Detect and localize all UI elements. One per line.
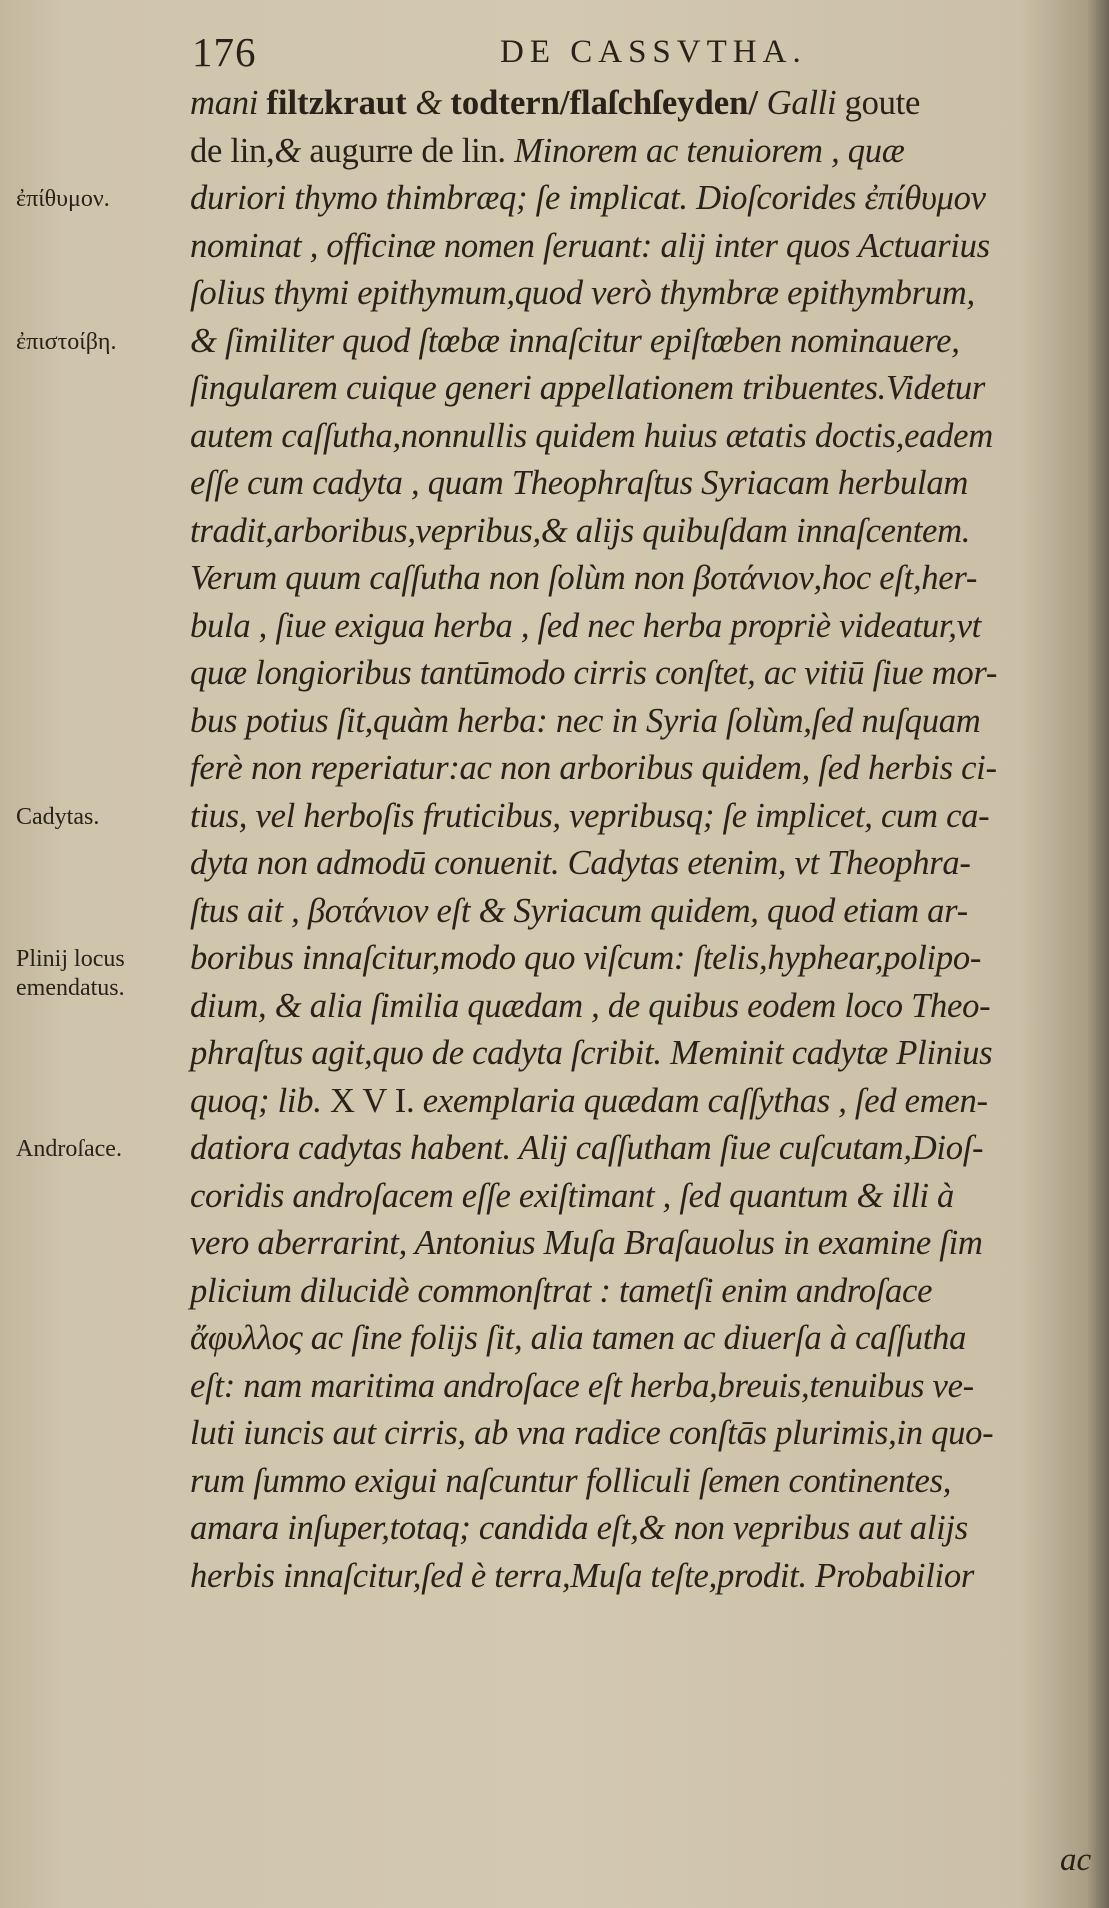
catchword: ac (1060, 1842, 1092, 1878)
text-run: ἄφυλλος ac ſine folijs ſit, alia tamen ac diuerſa à caſſutha (190, 1319, 967, 1357)
text-run: plicium dilucidè commonſtrat : tametſi enim androſace (190, 1271, 933, 1310)
page-header (192, 28, 1072, 78)
text-run: vero aberrarint, Antonius Muſa Braſauolus in examine ſim (190, 1224, 983, 1262)
body-text (190, 80, 1090, 1600)
text-line (190, 1458, 1090, 1506)
text-line (190, 793, 1090, 841)
text-run: luti iuncis aut cirris, ab vna radice conſtās plurimis,in quo- (190, 1414, 994, 1452)
text-run: & (274, 131, 310, 170)
text-run: boribus innaſcitur,modo quo viſcum: ſtelis,hyphear,polipo- (190, 939, 982, 977)
text-run: rum ſummo exigui naſcuntur folliculi ſemen continentes, (190, 1461, 952, 1500)
text-run: Galli (766, 84, 845, 122)
text-line (190, 223, 1090, 271)
text-run: ſingularem cuique generi appellationem tribuentes.Videtur (190, 369, 986, 407)
text-run: datiora cadytas habent. Alij caſſutham ſiue cuſcutam,Dioſ- (190, 1129, 984, 1167)
text-run: de lin, (190, 131, 275, 170)
text-line (190, 698, 1090, 746)
text-line (190, 1220, 1090, 1268)
text-line (190, 1315, 1090, 1363)
text-run: bus potius ſit,quàm herba: nec in Syria ſolùm,ſed nuſquam (190, 701, 981, 740)
margin-note: emendatus. (16, 974, 125, 1001)
text-run: herbis innaſcitur,ſed è terra,Muſa teſte,prodit. Probabilior (190, 1556, 975, 1595)
text-run: mani (190, 84, 267, 122)
page-number: 176 (192, 29, 257, 75)
text-line (190, 508, 1090, 556)
text-run: quæ longioribus tantūmodo cirris conſtet, ac vitiū ſiue mor- (190, 654, 998, 692)
text-line (190, 935, 1090, 983)
text-run: coridis androſacem eſſe exiſtimant , ſed quantum & illi à (190, 1176, 955, 1215)
text-run: Minorem ac tenuiorem , quæ (514, 131, 905, 170)
text-line (190, 270, 1090, 318)
text-run: dium, & alia ſimilia quædam , de quibus eodem loco Theo- (190, 986, 991, 1025)
text-run: exemplaria quædam caſſythas , ſed emen- (422, 1081, 988, 1120)
text-run: dyta non admodū conuenit. Cadytas etenim, vt Theophra- (190, 844, 971, 882)
text-line (190, 460, 1090, 508)
text-line (190, 413, 1090, 461)
text-run: nominat , officinæ nomen ſeruant: alij inter quos Actuarius (190, 226, 990, 265)
text-run: duriori thymo thimbræq; ſe implicat. Dioſcorides ἐπίθυμον (190, 179, 986, 217)
running-title: DE CASSVTHA. (500, 34, 807, 70)
text-line (190, 603, 1090, 651)
text-run: eſſe cum cadyta , quam Theophraſtus Syriacam herbulam (190, 464, 969, 502)
text-line (190, 745, 1090, 793)
text-run: phraſtus agit,quo de cadyta ſcribit. Meminit cadytæ Plinius (190, 1034, 993, 1072)
text-run: tius, vel herboſis fruticibus, vepribusq; ſe implicet, cum ca- (190, 796, 990, 835)
text-run: ſolius thymi epithymum,quod verò thymbræ epithymbrum, (190, 274, 975, 312)
text-line (190, 318, 1090, 366)
text-run: goute (844, 84, 921, 122)
text-run: tradit,arboribus,vepribus,& alijs quibuſdam innaſcentem. (190, 511, 971, 550)
text-line (190, 555, 1090, 603)
text-line (190, 983, 1090, 1031)
text-line (190, 175, 1090, 223)
margin-note: Plinij locus (16, 946, 125, 972)
text-line (190, 1030, 1090, 1078)
text-run: ſtus ait , βοτάνιον eſt & Syriacum quidem, quod etiam ar- (190, 891, 968, 930)
text-run: todtern/flaſchſeyden/ (450, 84, 767, 122)
text-run: quoq; lib. (190, 1081, 330, 1120)
text-line (190, 650, 1090, 698)
text-run: & (415, 84, 451, 122)
text-line (190, 80, 1090, 128)
margin-note: Cadytas. (16, 803, 100, 830)
margin-note: ἐπιστοίβη. (16, 328, 117, 355)
text-line (190, 1410, 1090, 1458)
text-run: bula , ſiue exigua herba , ſed nec herba propriè videatur,vt (190, 606, 981, 645)
text-line (190, 1268, 1090, 1316)
text-line (190, 1363, 1090, 1411)
text-run: & ſimiliter quod ſtœbæ innaſcitur epiſtœben nominauere, (190, 321, 960, 360)
text-line (190, 128, 1090, 176)
text-line (190, 1173, 1090, 1221)
text-run: amara inſuper,totaq; candida eſt,& non vepribus aut alijs (190, 1509, 968, 1547)
text-run: autem caſſutha,nonnullis quidem huius ætatis doctis,eadem (190, 416, 993, 455)
text-run: ferè non reperiatur:ac non arboribus quidem, ſed herbis ci- (190, 749, 997, 787)
text-run: eſt: nam maritima androſace eſt herba,breuis,tenuibus ve- (190, 1366, 974, 1405)
text-run: augurre de lin. (309, 131, 515, 170)
text-line (190, 840, 1090, 888)
margin-note: Androſace. (16, 1136, 122, 1162)
text-run: X V I. (329, 1081, 423, 1120)
text-line (190, 1553, 1090, 1601)
text-line (190, 365, 1090, 413)
text-run: Verum quum caſſutha non ſolùm non βοτάνιον,hoc eſt,her- (190, 559, 978, 597)
text-line (190, 1505, 1090, 1553)
text-line (190, 888, 1090, 936)
text-run: filtzkraut (266, 84, 416, 122)
text-line (190, 1125, 1090, 1173)
margin-note: ἐπίθυμον. (16, 186, 110, 212)
text-line (190, 1078, 1090, 1126)
